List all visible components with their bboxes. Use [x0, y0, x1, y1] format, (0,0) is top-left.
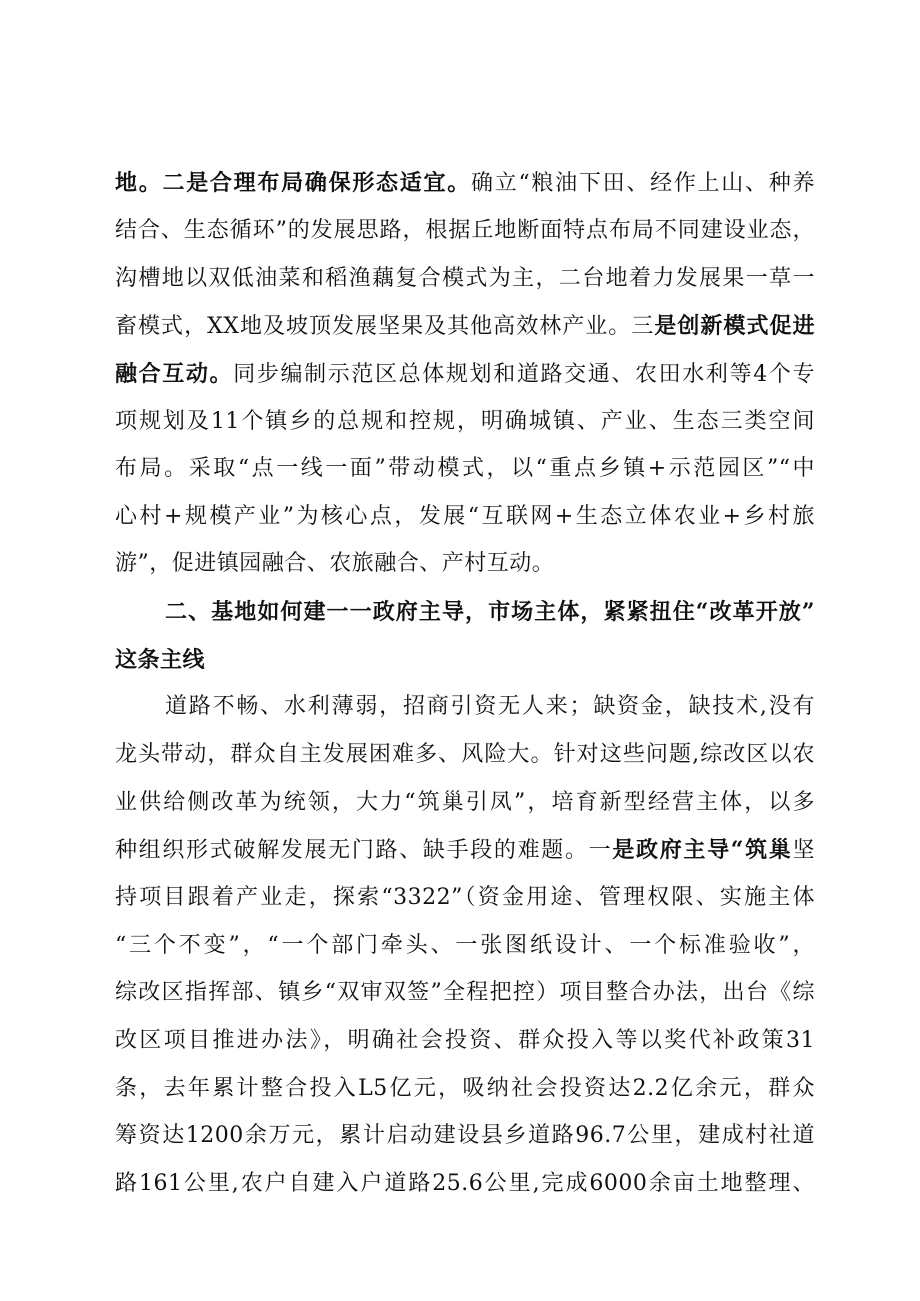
text-run: 心村+规模产业”为核心点，发展“互联网+生态立体农业+乡村旅 [115, 504, 815, 529]
bold-run: 这条主线 [115, 647, 206, 673]
text-run: 种组织形式破解发展无门路、缺手段的难题。一 [115, 838, 613, 863]
bold-run: 地。二是合理布局确保形态适宜。 [115, 170, 471, 196]
text-line [115, 216, 815, 246]
text-run: 结合、生态循环”的发展思路，根据丘地断面特点布局不同建设业态， [115, 218, 815, 243]
text-line [115, 168, 815, 199]
text-run: 坚 [792, 838, 815, 863]
text-line [115, 502, 815, 532]
text-run: 道路不畅、水利薄弱，招商引资无人来；缺资金，缺技术,没有 [165, 694, 815, 719]
text-run: 项规划及11个镇乡的总规和控规，明确城镇、产业、生态三类空间 [115, 409, 815, 434]
section-heading [165, 597, 815, 628]
text-run: 畜模式，XX地及坡顶发展坚果及其他高效林产业。三 [115, 314, 655, 339]
text-line [165, 692, 815, 722]
text-line [115, 1074, 815, 1104]
text-line [115, 264, 815, 294]
bold-run: 是创新模式促进 [654, 313, 815, 339]
text-run: 筹资达1200余万元，累计启动建设县乡道路96.7公里，建成村社道 [115, 1123, 815, 1148]
text-line [115, 835, 815, 866]
text-run: 确立“粮油下田、经作上山、种养 [470, 171, 815, 196]
text-line [115, 311, 815, 342]
text-line [115, 1169, 815, 1199]
text-run: 综改区指挥部、镇乡“双审双签”全程把控）项目整合办法，出台《综 [115, 980, 815, 1005]
text-run: 游”，促进镇园融合、农旅融合、产村互动。 [115, 551, 555, 576]
text-line [115, 931, 815, 961]
text-run: 业供给侧改革为统领，大力“筑巢引凤”，培育新型经营主体，以多 [115, 790, 815, 815]
text-line [115, 454, 815, 484]
text-run: 沟槽地以双低油菜和稻渔藕复合模式为主，二台地着力发展果一草一 [115, 266, 815, 291]
text-line [115, 407, 815, 437]
text-run: 改区项目推进办法》，明确社会投资、群众投入等以奖代补政策31 [115, 1028, 815, 1053]
text-run: 路161公里,农户自建入户道路25.6公里,完成6000余亩土地整理、 [115, 1171, 815, 1196]
text-line [115, 359, 815, 390]
text-line [115, 1026, 815, 1056]
text-line [115, 1121, 815, 1151]
section-heading-continued [115, 645, 815, 676]
text-line [115, 788, 815, 818]
text-line [115, 549, 815, 579]
text-run: 布局。采取“点一线一面”带动模式，以“重点乡镇+示范园区”“中 [115, 456, 815, 481]
text-run: 条，去年累计整合投入L5亿元，吸纳社会投资达2.2亿余元，群众 [115, 1076, 815, 1101]
bold-run: 融合互动。 [115, 361, 234, 387]
text-line [115, 978, 815, 1008]
text-run: 持项目跟着产业走，探索“3322”（资金用途、管理权限、实施主体 [115, 885, 815, 910]
bold-run: 二、基地如何建一一政府主导，市场主体，紧紧扭住“改革开放” [165, 599, 815, 625]
text-line [115, 740, 815, 770]
text-run: “三个不变”，“一个部门牵头、一张图纸设计、一个标准验收”， [115, 933, 815, 958]
text-run: 同步编制示范区总体规划和道路交通、农田水利等4个专 [233, 362, 815, 387]
bold-run: 是政府主导“筑巢 [612, 837, 793, 863]
text-run: 龙头带动，群众自主发展困难多、风险大。针对这些问题,综改区以农 [115, 742, 815, 767]
text-line [115, 883, 815, 913]
